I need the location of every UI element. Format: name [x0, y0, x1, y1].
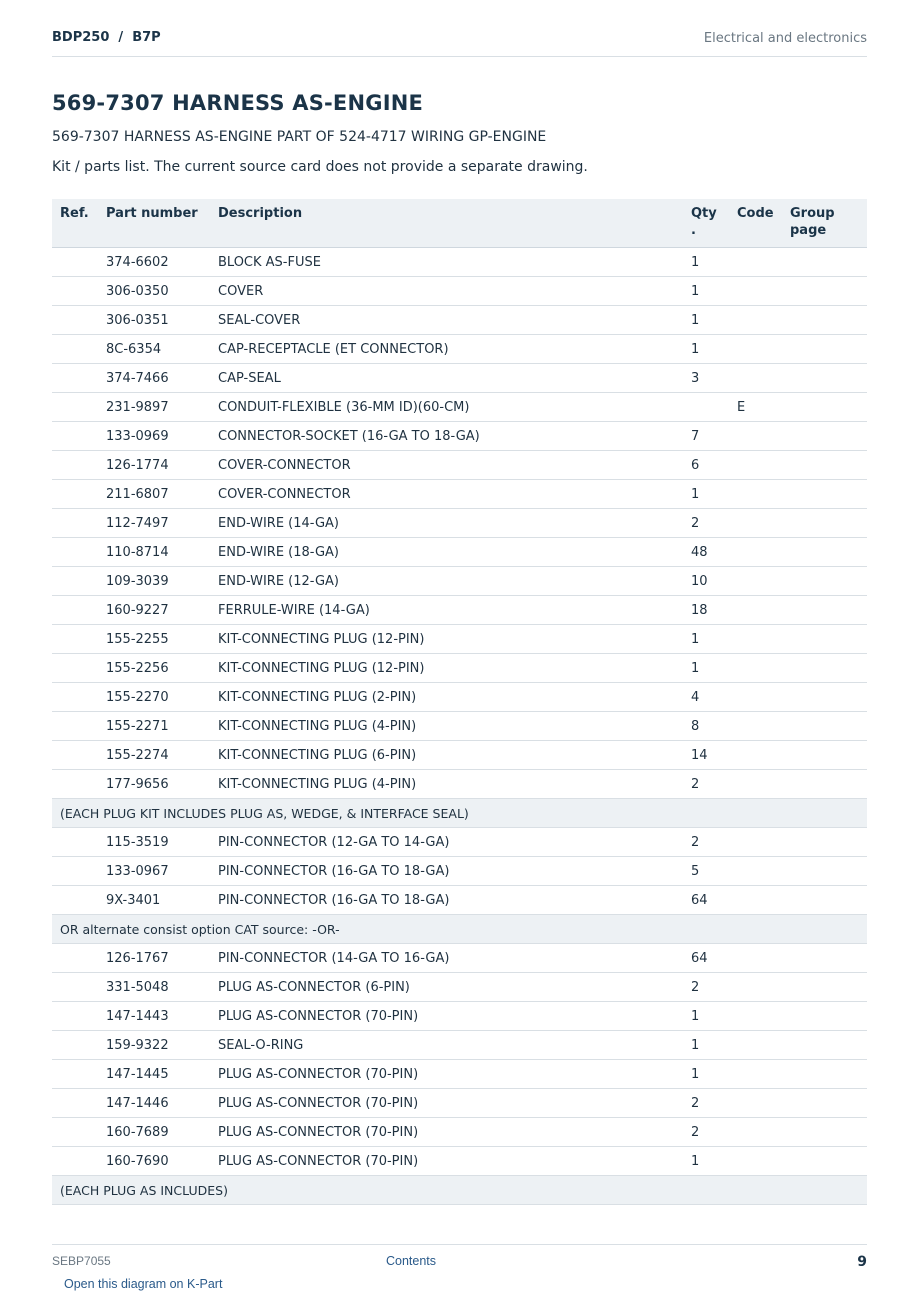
- cell-description: END-WIRE (12-GA): [210, 567, 683, 596]
- cell-ref: [52, 480, 98, 509]
- table-row: [52, 393, 867, 422]
- cell-description: PLUG AS-CONNECTOR (70-PIN): [210, 1147, 683, 1176]
- table-row: [52, 1118, 867, 1147]
- cell-description: PIN-CONNECTOR (14-GA TO 16-GA): [210, 944, 683, 973]
- cell-qty: 1: [683, 625, 729, 654]
- note-text: (EACH PLUG KIT INCLUDES PLUG AS, WEDGE, & INTERFACE SEAL): [52, 799, 867, 828]
- cell-group-page: [782, 538, 867, 567]
- cell-code: [729, 306, 782, 335]
- cell-part-number: 155-2256: [98, 654, 210, 683]
- table-row: [52, 306, 867, 335]
- table-note-row: [52, 1176, 867, 1205]
- cell-code: [729, 828, 782, 857]
- cell-ref: [52, 364, 98, 393]
- cell-part-number: 306-0350: [98, 277, 210, 306]
- cell-description: KIT-CONNECTING PLUG (4-PIN): [210, 712, 683, 741]
- table-row: [52, 1002, 867, 1031]
- cell-ref: [52, 1031, 98, 1060]
- table-row: [52, 451, 867, 480]
- cell-description: KIT-CONNECTING PLUG (12-PIN): [210, 654, 683, 683]
- table-row: [52, 509, 867, 538]
- cell-description: PIN-CONNECTOR (12-GA TO 14-GA): [210, 828, 683, 857]
- cell-group-page: [782, 393, 867, 422]
- table-note-row: [52, 915, 867, 944]
- cell-ref: [52, 509, 98, 538]
- page-subtitle: 569-7307 HARNESS AS-ENGINE PART OF 524-4717 WIRING GP-ENGINE: [52, 129, 547, 145]
- cell-group-page: [782, 857, 867, 886]
- cell-description: KIT-CONNECTING PLUG (4-PIN): [210, 770, 683, 799]
- cell-part-number: 147-1445: [98, 1060, 210, 1089]
- cell-group-page: [782, 712, 867, 741]
- cell-code: [729, 277, 782, 306]
- cell-qty: 1: [683, 277, 729, 306]
- cell-part-number: 147-1443: [98, 1002, 210, 1031]
- cell-part-number: 110-8714: [98, 538, 210, 567]
- cell-code: [729, 886, 782, 915]
- section-title: Electrical and electronics: [703, 31, 867, 46]
- cell-qty: 4: [683, 683, 729, 712]
- cell-qty: 2: [683, 509, 729, 538]
- table-row: [52, 625, 867, 654]
- cell-group-page: [782, 1147, 867, 1176]
- cell-qty: 64: [683, 886, 729, 915]
- header-ref: Ref.: [52, 199, 98, 248]
- cell-qty: 48: [683, 538, 729, 567]
- cell-code: [729, 741, 782, 770]
- table-row: [52, 480, 867, 509]
- cell-description: CAP-RECEPTACLE (ET CONNECTOR): [210, 335, 683, 364]
- cell-part-number: 147-1446: [98, 1089, 210, 1118]
- cell-group-page: [782, 1118, 867, 1147]
- cell-part-number: 160-7689: [98, 1118, 210, 1147]
- cell-group-page: [782, 509, 867, 538]
- cell-group-page: [782, 1060, 867, 1089]
- cell-description: PLUG AS-CONNECTOR (70-PIN): [210, 1002, 683, 1031]
- cell-group-page: [782, 335, 867, 364]
- cell-ref: [52, 596, 98, 625]
- cell-group-page: [782, 828, 867, 857]
- page-number: 9: [857, 1254, 867, 1270]
- table-note-row: [52, 799, 867, 828]
- cell-group-page: [782, 886, 867, 915]
- cell-description: KIT-CONNECTING PLUG (2-PIN): [210, 683, 683, 712]
- cell-ref: [52, 306, 98, 335]
- cell-code: [729, 712, 782, 741]
- table-row: [52, 364, 867, 393]
- cell-ref: [52, 538, 98, 567]
- cell-part-number: 159-9322: [98, 1031, 210, 1060]
- cell-description: END-WIRE (14-GA): [210, 509, 683, 538]
- cell-code: [729, 857, 782, 886]
- cell-ref: [52, 567, 98, 596]
- cell-qty: 1: [683, 1031, 729, 1060]
- cell-qty: 6: [683, 451, 729, 480]
- cell-part-number: 155-2274: [98, 741, 210, 770]
- cell-description: COVER-CONNECTOR: [210, 451, 683, 480]
- cell-code: [729, 944, 782, 973]
- cell-ref: [52, 451, 98, 480]
- cell-code: [729, 1031, 782, 1060]
- cell-part-number: 155-2271: [98, 712, 210, 741]
- cell-description: KIT-CONNECTING PLUG (12-PIN): [210, 625, 683, 654]
- cell-group-page: [782, 944, 867, 973]
- page-note: Kit / parts list. The current source card does not provide a separate drawing.: [52, 159, 588, 175]
- cell-ref: [52, 422, 98, 451]
- cell-qty: 64: [683, 944, 729, 973]
- cell-ref: [52, 712, 98, 741]
- cell-description: PIN-CONNECTOR (16-GA TO 18-GA): [210, 857, 683, 886]
- cell-group-page: [782, 741, 867, 770]
- table-row: [52, 248, 867, 277]
- cell-qty: 7: [683, 422, 729, 451]
- cell-ref: [52, 857, 98, 886]
- cell-qty: 1: [683, 248, 729, 277]
- cell-qty: [683, 393, 729, 422]
- cell-part-number: 155-2255: [98, 625, 210, 654]
- cell-ref: [52, 683, 98, 712]
- cell-part-number: 211-6807: [98, 480, 210, 509]
- contents-link[interactable]: Contents: [386, 1254, 437, 1268]
- cell-part-number: 177-9656: [98, 770, 210, 799]
- cell-part-number: 115-3519: [98, 828, 210, 857]
- cell-ref: [52, 944, 98, 973]
- cell-code: [729, 654, 782, 683]
- table-row: [52, 596, 867, 625]
- cell-group-page: [782, 770, 867, 799]
- page-header: [52, 0, 867, 57]
- table-row: [52, 567, 867, 596]
- table-row: [52, 973, 867, 1002]
- cell-code: [729, 335, 782, 364]
- cell-part-number: 9X-3401: [98, 886, 210, 915]
- cell-part-number: 112-7497: [98, 509, 210, 538]
- cell-ref: [52, 886, 98, 915]
- cell-description: COVER: [210, 277, 683, 306]
- table-row: [52, 683, 867, 712]
- cell-part-number: 374-7466: [98, 364, 210, 393]
- cell-description: COVER-CONNECTOR: [210, 480, 683, 509]
- cell-description: SEAL-O-RING: [210, 1031, 683, 1060]
- parts-table: [52, 199, 867, 1205]
- cell-description: FERRULE-WIRE (14-GA): [210, 596, 683, 625]
- cell-qty: 2: [683, 828, 729, 857]
- cell-part-number: 231-9897: [98, 393, 210, 422]
- cell-description: PLUG AS-CONNECTOR (70-PIN): [210, 1118, 683, 1147]
- table-row: [52, 422, 867, 451]
- header-qty: Qty .: [683, 199, 729, 248]
- cell-ref: [52, 335, 98, 364]
- table-header-row: [52, 199, 867, 248]
- cell-code: [729, 973, 782, 1002]
- table-row: [52, 335, 867, 364]
- cell-ref: [52, 1002, 98, 1031]
- model-breadcrumb: BDP250 / B7P: [52, 30, 161, 45]
- cell-group-page: [782, 654, 867, 683]
- cell-part-number: 306-0351: [98, 306, 210, 335]
- cell-ref: [52, 741, 98, 770]
- kpart-link[interactable]: Open this diagram on K-Part: [64, 1277, 223, 1291]
- cell-part-number: 331-5048: [98, 973, 210, 1002]
- table-row: [52, 1060, 867, 1089]
- table-row: [52, 857, 867, 886]
- cell-code: [729, 422, 782, 451]
- cell-group-page: [782, 973, 867, 1002]
- cell-description: PLUG AS-CONNECTOR (70-PIN): [210, 1060, 683, 1089]
- page-title: 569-7307 HARNESS AS-ENGINE: [52, 91, 424, 115]
- cell-code: E: [729, 393, 782, 422]
- cell-group-page: [782, 248, 867, 277]
- cell-ref: [52, 625, 98, 654]
- cell-code: [729, 1060, 782, 1089]
- cell-ref: [52, 973, 98, 1002]
- cell-qty: 2: [683, 770, 729, 799]
- cell-code: [729, 1118, 782, 1147]
- cell-group-page: [782, 451, 867, 480]
- cell-part-number: 126-1774: [98, 451, 210, 480]
- cell-qty: 1: [683, 1147, 729, 1176]
- table-row: [52, 1147, 867, 1176]
- cell-code: [729, 683, 782, 712]
- table-row: [52, 741, 867, 770]
- cell-qty: 1: [683, 1060, 729, 1089]
- cell-code: [729, 451, 782, 480]
- cell-code: [729, 248, 782, 277]
- table-row: [52, 712, 867, 741]
- cell-group-page: [782, 1031, 867, 1060]
- cell-qty: 1: [683, 654, 729, 683]
- table-row: [52, 538, 867, 567]
- cell-qty: 2: [683, 973, 729, 1002]
- cell-ref: [52, 248, 98, 277]
- cell-code: [729, 509, 782, 538]
- doc-id: SEBP7055: [52, 1254, 111, 1268]
- cell-qty: 2: [683, 1089, 729, 1118]
- cell-description: PLUG AS-CONNECTOR (70-PIN): [210, 1089, 683, 1118]
- cell-ref: [52, 828, 98, 857]
- cell-part-number: 133-0967: [98, 857, 210, 886]
- cell-code: [729, 1002, 782, 1031]
- note-text: OR alternate consist option CAT source: -OR-: [52, 915, 867, 944]
- cell-qty: 2: [683, 1118, 729, 1147]
- cell-group-page: [782, 567, 867, 596]
- cell-code: [729, 364, 782, 393]
- cell-code: [729, 770, 782, 799]
- header-group-page: Group page: [782, 199, 867, 248]
- cell-part-number: 126-1767: [98, 944, 210, 973]
- page-footer: [52, 1244, 867, 1275]
- table-row: [52, 828, 867, 857]
- cell-description: CAP-SEAL: [210, 364, 683, 393]
- cell-ref: [52, 1089, 98, 1118]
- cell-part-number: 160-7690: [98, 1147, 210, 1176]
- cell-ref: [52, 1060, 98, 1089]
- table-row: [52, 886, 867, 915]
- cell-group-page: [782, 625, 867, 654]
- cell-code: [729, 625, 782, 654]
- cell-group-page: [782, 364, 867, 393]
- cell-part-number: 374-6602: [98, 248, 210, 277]
- cell-code: [729, 596, 782, 625]
- page: [52, 0, 867, 1198]
- cell-qty: 5: [683, 857, 729, 886]
- cell-part-number: 133-0969: [98, 422, 210, 451]
- cell-group-page: [782, 1002, 867, 1031]
- cell-qty: 1: [683, 480, 729, 509]
- cell-qty: 1: [683, 335, 729, 364]
- cell-group-page: [782, 480, 867, 509]
- cell-qty: 10: [683, 567, 729, 596]
- cell-description: KIT-CONNECTING PLUG (6-PIN): [210, 741, 683, 770]
- cell-part-number: 109-3039: [98, 567, 210, 596]
- cell-ref: [52, 393, 98, 422]
- cell-ref: [52, 1147, 98, 1176]
- table-row: [52, 277, 867, 306]
- cell-code: [729, 1089, 782, 1118]
- cell-group-page: [782, 306, 867, 335]
- cell-part-number: 8C-6354: [98, 335, 210, 364]
- cell-qty: 3: [683, 364, 729, 393]
- cell-group-page: [782, 596, 867, 625]
- cell-qty: 8: [683, 712, 729, 741]
- cell-group-page: [782, 422, 867, 451]
- cell-group-page: [782, 277, 867, 306]
- cell-description: BLOCK AS-FUSE: [210, 248, 683, 277]
- cell-group-page: [782, 1089, 867, 1118]
- cell-code: [729, 480, 782, 509]
- table-row: [52, 654, 867, 683]
- cell-qty: 1: [683, 306, 729, 335]
- cell-ref: [52, 1118, 98, 1147]
- cell-group-page: [782, 683, 867, 712]
- cell-qty: 14: [683, 741, 729, 770]
- cell-qty: 1: [683, 1002, 729, 1031]
- cell-code: [729, 567, 782, 596]
- table-row: [52, 1031, 867, 1060]
- header-code: Code: [729, 199, 782, 248]
- cell-ref: [52, 277, 98, 306]
- table-row: [52, 770, 867, 799]
- table-row: [52, 944, 867, 973]
- cell-code: [729, 538, 782, 567]
- table-row: [52, 1089, 867, 1118]
- cell-description: END-WIRE (18-GA): [210, 538, 683, 567]
- cell-ref: [52, 770, 98, 799]
- cell-description: PLUG AS-CONNECTOR (6-PIN): [210, 973, 683, 1002]
- cell-part-number: 155-2270: [98, 683, 210, 712]
- cell-description: CONDUIT-FLEXIBLE (36-MM ID)(60-CM): [210, 393, 683, 422]
- note-text: (EACH PLUG AS INCLUDES): [52, 1176, 867, 1205]
- cell-description: PIN-CONNECTOR (16-GA TO 18-GA): [210, 886, 683, 915]
- cell-ref: [52, 654, 98, 683]
- cell-description: CONNECTOR-SOCKET (16-GA TO 18-GA): [210, 422, 683, 451]
- cell-description: SEAL-COVER: [210, 306, 683, 335]
- header-description: Description: [210, 199, 683, 248]
- cell-qty: 18: [683, 596, 729, 625]
- table-body: [52, 248, 867, 1205]
- header-part-number: Part number: [98, 199, 210, 248]
- cell-code: [729, 1147, 782, 1176]
- cell-part-number: 160-9227: [98, 596, 210, 625]
